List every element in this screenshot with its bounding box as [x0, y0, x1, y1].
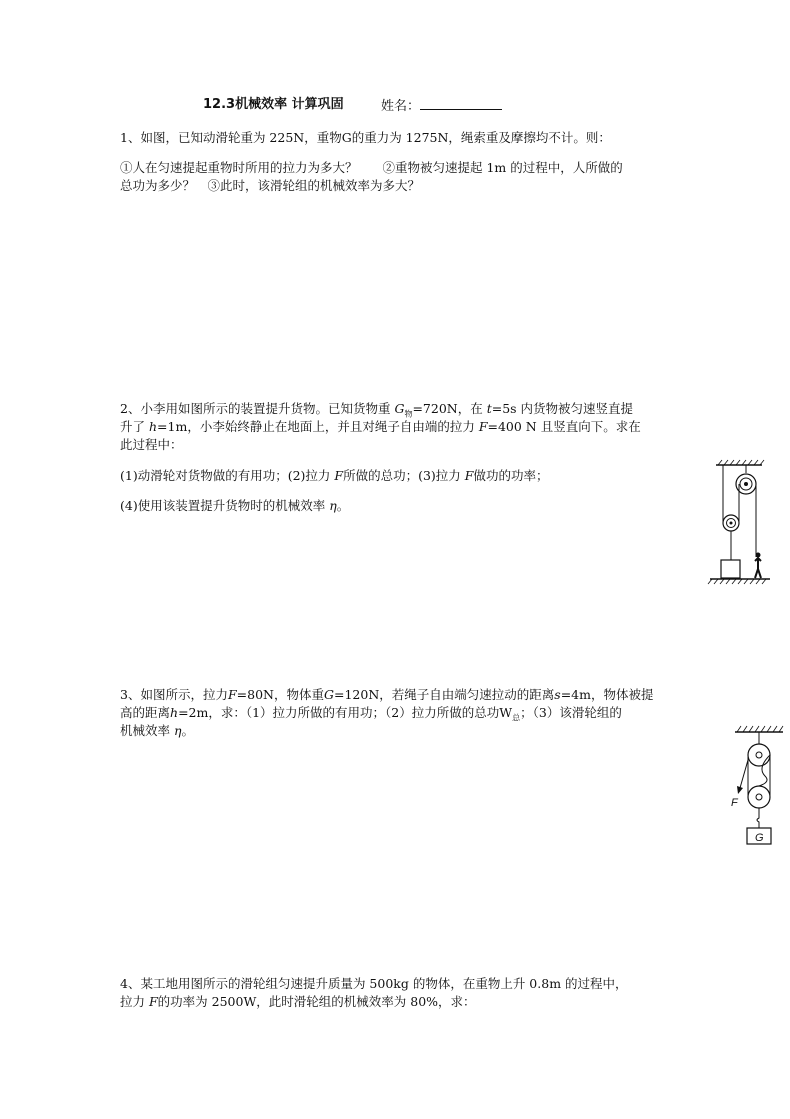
q4-line-2: 拉力 F的功率为 2500W，此时滑轮组的机械效率为 80%，求：	[120, 994, 476, 1009]
q1-line-1: 1、如图，已知动滑轮重为 225N，重物G的重力为 1275N，绳索重及摩擦均不计。则：	[120, 130, 611, 145]
name-blank-line[interactable]	[420, 96, 502, 110]
q1-line-3: 总功为多少？ ③此时，该滑轮组的机械效率为多大？	[120, 178, 421, 193]
q2-line-4: (1)动滑轮对货物做的有用功；(2)拉力 F所做的总功；(3)拉力 F做功的功率；	[120, 468, 549, 483]
q3-force-label: F	[731, 797, 738, 809]
q2-pulley-figure	[710, 455, 770, 590]
name-label: 姓名：	[381, 99, 421, 114]
q1-line-2: ①人在匀速提起重物时所用的拉力为多大？ ②重物被匀速提起 1m 的过程中，人所做的	[120, 160, 623, 175]
q2-line-1: 2、小李用如图所示的装置提升货物。已知货物重 $G_物=720N$，在 t=5s 内货物被匀速竖直提	[120, 401, 634, 419]
q3-line-2: 高的距离h=2m，求：（1）拉力所做的有用功；（2）拉力所做的总功$W_总$；（3）该滑轮组的	[120, 705, 622, 723]
q3-line-1: 3、如图所示，拉力F=80N，物体重G=120N，若绳子自由端匀速拉动的距离s=4m，物体被提	[120, 687, 654, 702]
q3-line-3: 机械效率 η。	[120, 723, 194, 738]
q2-line-3: 此过程中：	[120, 437, 183, 452]
worksheet-title: 12.3机械效率 计算巩固	[203, 97, 344, 112]
q3-weight-label: G	[755, 832, 764, 844]
q2-line-2: 升了 h=1m，小李始终静止在地面上，并且对绳子自由端的拉力 F=400 N 且竖直向下。求在	[120, 419, 641, 434]
q2-line-5: (4)使用该装置提升货物时的机械效率 η。	[120, 498, 350, 513]
student-name-field[interactable]	[381, 96, 502, 116]
q3-pulley-figure	[727, 724, 787, 852]
q4-line-1: 4、某工地用图所示的滑轮组匀速提升质量为 500kg 的物体，在重物上升 0.8m 的过程中，	[120, 976, 628, 991]
